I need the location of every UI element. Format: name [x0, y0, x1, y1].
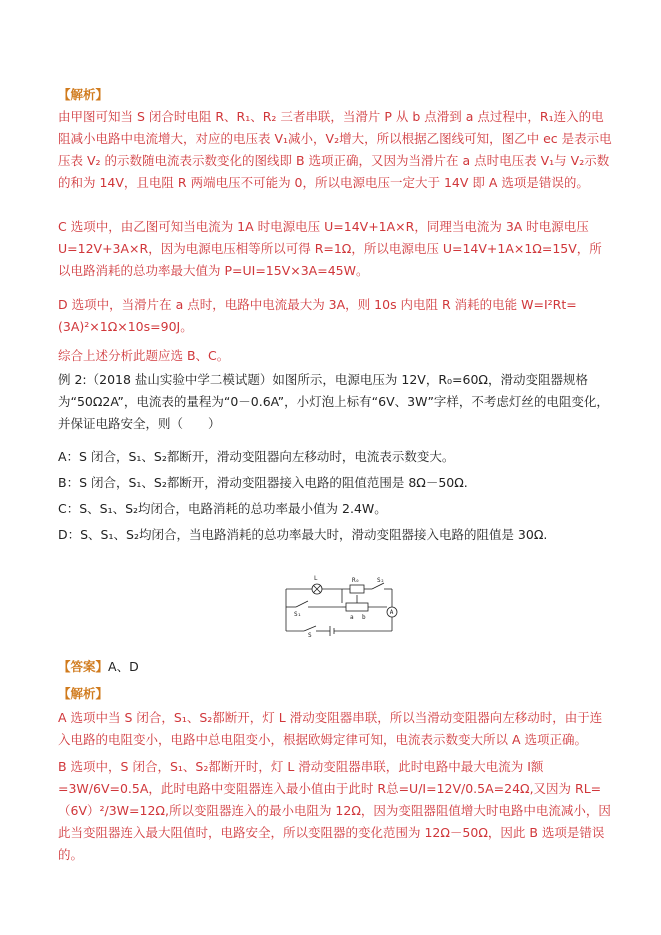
switch-s1-icon: [296, 601, 308, 607]
analysis-heading-2: 【解析】: [58, 686, 109, 701]
analysis-paragraph-2: C 选项中，由乙图可知当电流为 1A 时电源电压 U=14V+1A×R，同理当电流为 3A 时电源电压 U=12V+3A×R，因为电源电压相等所以可得 R=1Ω，所以电源电压 U=14V+1A×1Ω=15V，所以电路消耗的总功率最大值为 P=UI=15V×3A=45W。: [58, 219, 602, 278]
lamp-label: L: [314, 575, 318, 582]
switch2-label: S₂: [377, 577, 385, 584]
analysis2-paragraph-2: B 选项中，S 闭合，S₁、S₂都断开时，灯 L 滑动变阻器串联，此时电路中最大电流为 I额=3W/6V=0.5A，此时电路中变阻器连入最小值由于此时 R总=U/I=12V/0.5A=24Ω,又因为 RL=（6V）²/3W=12Ω,所以变阻器连入的最小电阻为 12Ω，因为变阻器阻值增大时电路中电流减小，因此当变阻器连入最大阻值时，电路安全，所以变阻器的变化范围为 12Ω－50Ω，因此 B 选项是错误的。: [58, 759, 611, 862]
resistor-label: R₀: [352, 577, 360, 584]
switch1-label: S₁: [294, 611, 302, 618]
ammeter-label: A: [389, 609, 394, 617]
circuit-diagram: [280, 575, 404, 637]
example-question-stem: 例 2:（2018 盐山实验中学二模试题）如图所示，电源电压为 12V，R₀=60Ω，滑动变阻器规格为“50Ω2A”，电流表的量程为“0－0.6A”，小灯泡上标有“6V、3W”字样，不考虑灯丝的电阻变化，并保证电路安全，则（ ）: [58, 372, 609, 431]
answer-line: [58, 656, 614, 678]
option-a: A：S 闭合，S₁、S₂都断开，滑动变阻器向左移动时，电流表示数变大。: [58, 449, 455, 464]
analysis-heading-1: 【解析】: [58, 87, 109, 102]
terminal-a-label: a: [350, 614, 354, 621]
analysis-paragraph-1: 由甲图可知当 S 闭合时电阻 R、R₁、R₂ 三者串联，当滑片 P 从 b 点滑到 a 点过程中，R₁连入的电阻减小电路中电流增大，对应的电压表 V₁减小，V₂增大，所以根据乙图线可知，图乙中 ec 是表示电压表 V₂ 的示数随电流表示数变化的图线即 B 选项正确，又因为当滑片在 a 点时电压表 V₁与 V₂示数的和为 14V，且电阻 R 两端电压不可能为 0，所以电源电压一定大于 14V 即 A 选项是错误的。: [58, 109, 612, 190]
analysis-conclusion: 综合上述分析此题应选 B、C。: [58, 348, 230, 363]
analysis2-paragraph-1: A 选项中当 S 闭合，S₁、S₂都断开，灯 L 滑动变阻器串联，所以当滑动变阻器向左移动时，由于连入电路的电阻变小，电路中总电阻变小，根据欧姆定律可知，电流表示数变大所以 A 选项正确。: [58, 710, 603, 747]
switch-s-icon: [304, 626, 316, 631]
analysis-paragraph-3: D 选项中，当滑片在 a 点时，电路中电流最大为 3A，则 10s 内电阻 R 消耗的电能 W=I²Rt=(3A)²×1Ω×10s=90J。: [58, 297, 577, 334]
switch-main-label: S: [308, 632, 312, 637]
answer-text: A、D: [108, 659, 139, 674]
rheostat-icon: [346, 603, 368, 611]
resistor-r0-icon: [350, 585, 364, 593]
option-b: B：S 闭合，S₁、S₂都断开，滑动变阻器接入电路的阻值范围是 8Ω－50Ω.: [58, 475, 468, 490]
option-d: D：S、S₁、S₂均闭合，当电路消耗的总功率最大时，滑动变阻器接入电路的阻值是 30Ω.: [58, 527, 548, 542]
answer-heading: 【答案】: [58, 659, 109, 674]
option-c: C：S、S₁、S₂均闭合，电路消耗的总功率最小值为 2.4W。: [58, 501, 387, 516]
terminal-b-label: b: [362, 614, 366, 621]
